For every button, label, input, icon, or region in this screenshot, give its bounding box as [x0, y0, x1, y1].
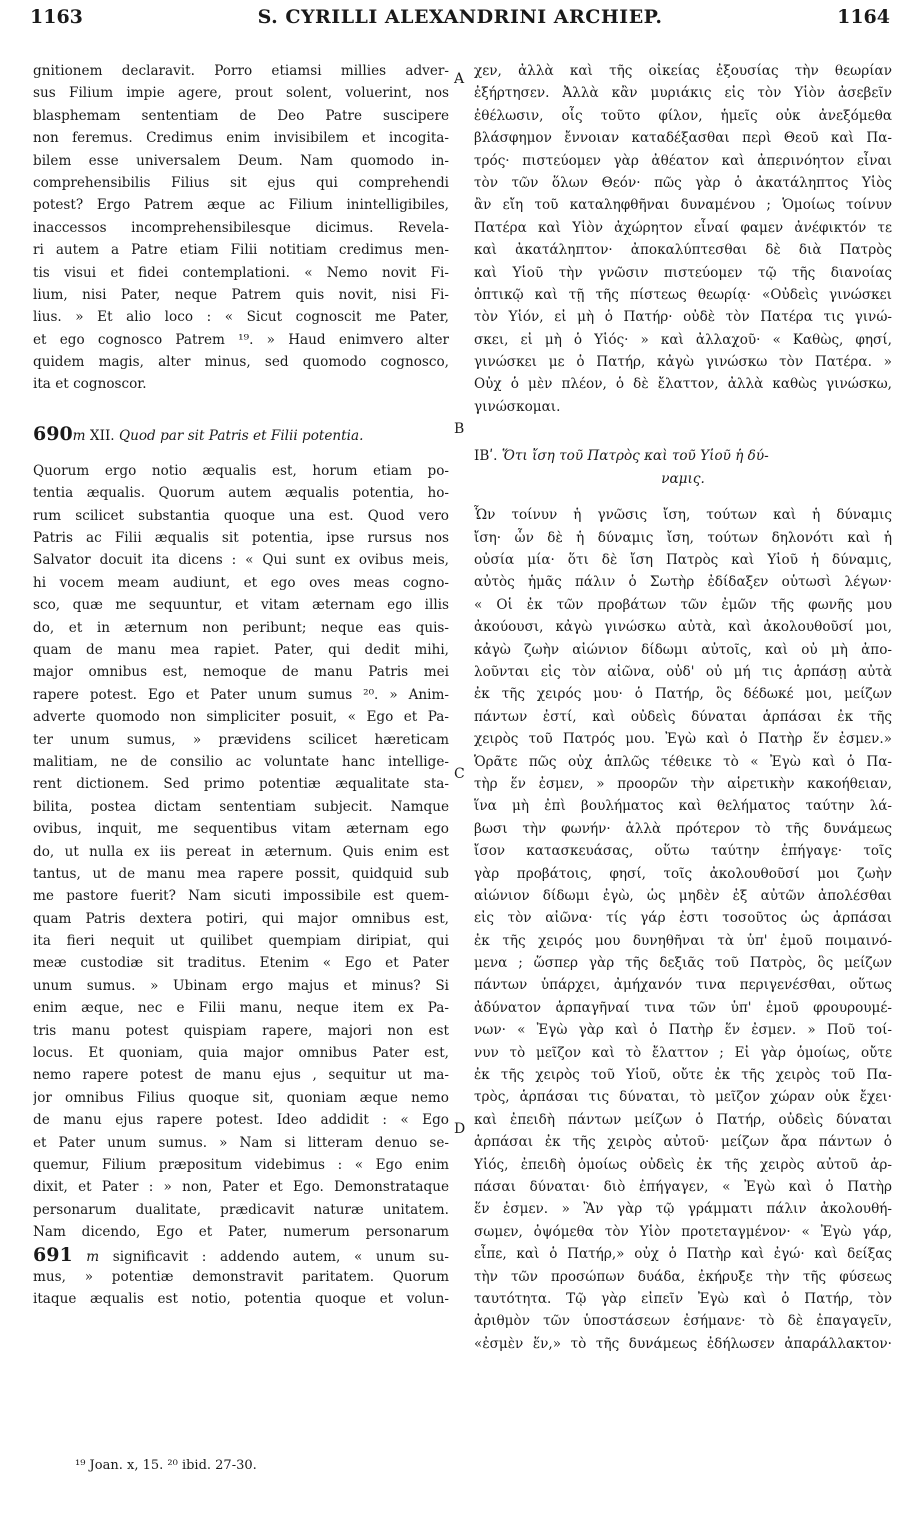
text-line: οὐσία μία· ὅτι δὲ ἴση Πατρὸς καὶ Υἱοῦ ἡ δύναμις, [474, 552, 892, 569]
latin-text: significavit : addendo autem, « unum su- [112, 1248, 449, 1265]
margin-letter-a: A [454, 71, 465, 87]
section-number: 690 [33, 422, 73, 445]
text-line: ἁρπάσαι ἐκ τῆς χειρὸς αὐτοῦ· μείζων ἄρα πάντων ὁ [474, 1134, 892, 1151]
text-line: Nam dicendo, Ego et Pater, numerum personarum [33, 1224, 449, 1241]
text-line: λοῦνται εἰς τὸν αἰῶνα, οὐδ' οὐ μή τις ἁρπάσῃ αὐτὰ [474, 663, 892, 680]
column-number-right: 1164 [837, 6, 890, 28]
text-line: major omnibus est, nemoque de manu Patris mei [33, 664, 449, 681]
text-line: κἀγὼ ζωὴν αἰώνιον δίδωμι αὐτοῖς, καὶ οὐ μὴ ἀπο- [474, 641, 892, 658]
text-line: quam de manu mea rapiet. Pater, qui dedit mihi, [33, 641, 449, 658]
latin-paragraph-2-tail [33, 1266, 449, 1311]
latin-paragraph-1 [33, 60, 449, 396]
text-line: ἐκ τῆς χειρός μου δυνηθῆναι τὰ ὑπ' ἐμοῦ ποιμαινό- [474, 932, 892, 949]
text-line: bilita, postea dictam sententiam subjecit. Namque [33, 798, 449, 815]
text-line: quam Patris dextera potiri, qui major omnibus est, [33, 910, 449, 927]
text-line: ἐθέλωσιν, οἷς τοῦτο φίλον, ἡμεῖς οὐκ ἀνεξόμεθα [474, 107, 892, 124]
text-line: sus Filium impie agere, prout solent, voluerint, nos [33, 85, 449, 102]
text-line: ἂν εἴη τοῦ καταληφθῆναι δυναμένου ; Ὁμοίως τοίνυν [474, 197, 892, 214]
greek-section-title-2: ναμις. [661, 471, 705, 488]
text-line: blasphemam sententiam de Deo Patre suscipere [33, 107, 449, 124]
text-line: et Pater unum sumus. » Nam si litteram denuo se- [33, 1134, 449, 1151]
text-line: ri autem a Patre etiam Filii notitiam credimus men- [33, 242, 449, 259]
text-line: nemo rapere potest de manu ejus , sequitur ut ma- [33, 1067, 449, 1084]
text-line: enim æque, nec e Filii manu, neque item ex Pa- [33, 1000, 449, 1017]
text-line: τὴρ ἕν ἐσμεν, » προορῶν τὴν αἱρετικὴν κακοήθειαν, [474, 775, 892, 792]
text-line: do, et in æternum non peribunt; neque eas quis- [33, 619, 449, 636]
text-line: νυν τὸ μεῖζον καὶ τὸ ἔλαττον ; Εἰ γὰρ ὁμοίως, οὔτε [474, 1044, 892, 1061]
text-line: πάσαι δύναται· διὸ ἐπήγαγεν, « Ἐγὼ καὶ ὁ Πατὴρ [474, 1178, 892, 1195]
text-line: ἀριθμὸν τῶν ὑποστάσεων ἐσήμανε· τὸ δὲ ἐπαγαγεῖν, [474, 1313, 892, 1330]
text-line: rum scilicet substantia quoque una est. Quod vero [33, 507, 449, 524]
text-line: πάντων ἐστί, καὶ οὐδεὶς δύναται ἁρπάσαι ἐκ τῆς [474, 708, 892, 725]
running-title: S. CYRILLI ALEXANDRINI ARCHIEP. [257, 6, 663, 28]
text-line: et ego cognosco Patrem ¹⁹. » Haud enimvero alter [33, 331, 449, 348]
text-line: ἴση· ὧν δὲ ἡ δύναμις ἴση, τούτων δηλονότι καὶ ἡ [474, 529, 892, 546]
text-line: «ἐσμὲν ἕν,» τὸ τῆς δυνάμεως ἐδήλωσεν ἀπαράλλακτον· [474, 1335, 892, 1352]
text-line: hi vocem meam audiunt, et ego oves meas cogno- [33, 574, 449, 591]
text-line: ovibus, inquit, me sequentibus vitam æternam ego [33, 821, 449, 838]
text-line: Quorum ergo notio æqualis est, horum etiam po- [33, 462, 449, 479]
text-line: dixit, et Pater : » non, Pater et Ego. Demonstrataque [33, 1179, 449, 1196]
column-number-left: 1163 [30, 6, 83, 28]
text-line: τρὸς, ἁρπάσαι τις δύναται, τὸ μεῖζον χώραν οὐκ ἔχει· [474, 1089, 892, 1106]
text-line: unum sumus. » Ubinam ergo majus et minus? Si [33, 977, 449, 994]
text-line: καὶ Υἱοῦ τὴν γνῶσιν πιστεύομεν τῷ τῆς διανοίας [474, 264, 892, 281]
column-marker-suffix: m [86, 1248, 100, 1265]
text-line: me pastore fuerit? Nam sicuti impossibile est quem- [33, 888, 449, 905]
greek-section-title-1: Ὅτι ἴση τοῦ Πατρὸς καὶ τοῦ Υἱοῦ ἡ δύ- [501, 448, 769, 465]
margin-letter-b: B [454, 421, 465, 437]
text-line: personarum dualitate, prædicavit naturæ unitatem. [33, 1201, 449, 1218]
text-line: Υἱός, ἐπειδὴ ὁμοίως οὐδεὶς ἐκ τῆς χειρὸς αὐτοῦ ἁρ- [474, 1156, 892, 1173]
text-line: Ὧν τοίνυν ἡ γνῶσις ἴση, τούτων καὶ ἡ δύναμις [474, 507, 892, 524]
text-line: σωμεν, ὀψόμεθα τὸν Υἱὸν προτεταγμένον· « Ἐγὼ γάρ, [474, 1223, 892, 1240]
text-line: quemur, Filium præpositum videbimus : « Ego enim [33, 1156, 449, 1173]
text-line: σκει, εἰ μὴ ὁ Υἱός· » καὶ ἀλλαχοῦ· « Καθὼς, φησί, [474, 331, 892, 348]
text-line: ἀκούουσι, κἀγὼ γινώσκω αὐτὰ, καὶ ἀκολουθοῦσί μοι, [474, 619, 892, 636]
greek-section-roman: ΙΒʹ. [474, 448, 498, 465]
section-roman: XII. [89, 427, 115, 444]
margin-letter-d: D [454, 1121, 466, 1137]
text-line: καὶ ἐπειδὴ πάντων μείζων ὁ Πατήρ, οὐδεὶς δύναται [474, 1111, 892, 1128]
text-line: jor omnibus Filius quoque sit, quoniam æque nemo [33, 1089, 449, 1106]
text-line: μενα ; ὥσπερ γὰρ τῆς δεξιᾶς τοῦ Πατρὸς, ὃς μείζων [474, 955, 892, 972]
latin-paragraph-2 [33, 460, 449, 1244]
page-header [30, 6, 890, 46]
text-line: rapere potest. Ego et Pater unum sumus ²⁰. » Anim- [33, 686, 449, 703]
text-line: καὶ ἀκατάληπτον· ἀποκαλύπτεσθαι δὲ διὰ Πατρὸς [474, 242, 892, 259]
text-line: malitiam, ne de consilio ac voluntate hanc intellige- [33, 753, 449, 770]
text-line: χειρὸς τοῦ Πατρός μου. Ἐγὼ καὶ ὁ Πατὴρ ἕν ἐσμεν.» [474, 731, 892, 748]
text-line: ita et cognoscor. [33, 376, 147, 393]
text-line: rent dictionem. Sed primo potentiæ æqualitate sta- [33, 776, 449, 793]
text-line: εἶπε, καὶ ὁ Πατήρ,» οὐχ ὁ Πατὴρ καὶ ἐγώ· καὶ δείξας [474, 1246, 892, 1263]
text-line: ἕν ἐσμεν. » Ἂν γὰρ τῷ γράμματι πάλιν ἀκολουθή- [474, 1201, 892, 1218]
text-line: gnitionem declaravit. Porro etiamsi millies adver- [33, 63, 449, 79]
text-line: bilem esse universalem Deum. Nam quomodo in- [33, 152, 449, 169]
text-line: mus, » potentiæ demonstravit paritatem. Quorum [33, 1268, 449, 1285]
greek-section-heading [474, 444, 892, 468]
text-line: do, ut nulla ex iis pereat in æternum. Quis enim est [33, 843, 449, 860]
text-line: Ὁρᾶτε πῶς οὐχ ἁπλῶς τέθεικε τὸ « Ἐγὼ καὶ ὁ Πα- [474, 753, 892, 770]
text-line: comprehensibilis Filius sit ejus qui comprehendi [33, 174, 449, 191]
text-line: meæ custodiæ sit traditus. Etenim « Ego et Pater [33, 955, 449, 972]
text-line: ἐκ τῆς χειρὸς τοῦ Υἱοῦ, οὔτε ἐκ τῆς χειρὸς τοῦ Πα- [474, 1067, 892, 1084]
text-line: tantus, ut de manu mea rapere possit, quidquid sub [33, 865, 449, 882]
text-line: tris manu potest quispiam rapere, majori non est [33, 1022, 449, 1039]
text-line: χεν, ἀλλὰ καὶ τῆς οἰκείας ἐξουσίας τὴν θεωρίαν [474, 63, 892, 79]
margin-letter-c: C [454, 766, 465, 782]
greek-column [474, 60, 892, 1355]
text-line: ἐκ τῆς χειρός μου· ὁ Πατήρ, ὃς δέδωκέ μοι, μείζων [474, 686, 892, 703]
text-line: de manu ejus rapere potest. Ideo addidit : « Ego [33, 1112, 449, 1129]
text-line: ἐξήρτησεν. Ἀλλὰ κἂν μυριάκις εἰς τὸν Υἱὸν ἀσεβεῖν [474, 85, 892, 102]
text-line: βλάσφημον ἔννοιαν καταδέξασθαι περὶ Θεοῦ καὶ Πα- [474, 130, 892, 147]
text-line: γινώσκει με ὁ Πατήρ, κἀγὼ γινώσκω τὸν Πατέρα. » [474, 354, 892, 371]
text-line: τρός· πιστεύομεν γὰρ ἀθέατον καὶ ἀπερινόητον εἶναι [474, 152, 892, 169]
text-line: itaque æqualis est notio, potentia quoque et volun- [33, 1291, 449, 1308]
text-line: quidem magis, alter minus, sed quomodo cognosco, [33, 354, 449, 371]
latin-line-691 [33, 1244, 449, 1266]
text-line: Salvator docuit ita dicens : « Qui sunt ex ovibus meis, [33, 552, 449, 569]
text-line: non feremus. Credimus enim invisibilem et incogita- [33, 130, 449, 147]
text-line: tis visui et fidei contemplationi. « Nemo novit Fi- [33, 264, 449, 281]
text-line: potest? Ergo Patrem æque ac Filium inintelligibiles, [33, 197, 449, 214]
text-line: Πατέρα καὶ Υἱὸν ἀχώρητον εἶναί φαμεν ἀνέφικτόν τε [474, 219, 892, 236]
text-line: tentia æqualis. Quorum autem æqualis potentia, ho- [33, 485, 449, 502]
text-line: ita fieri nequit ut quilibet quempiam diripiat, qui [33, 933, 449, 950]
text-line: sco, quæ me sequuntur, et vitam æternam ego illis [33, 597, 449, 614]
section-number-suffix: m [72, 427, 86, 444]
text-line: ἀδύνατον ἁρπαγῆναί τινα τῶν ὑπ' ἐμοῦ φρουρουμέ- [474, 999, 892, 1016]
text-line: τὴν τῶν προσώπων δυάδα, ἐκήρυξε τὴν τῆς φύσεως [474, 1268, 892, 1285]
text-line: inaccessos incomprehensibilesque dicimus. Revela- [33, 219, 449, 236]
text-line: locus. Et quoniam, quia major omnibus Pater est, [33, 1045, 449, 1062]
text-line: ter unum sumus, » prævidens scilicet hæreticam [33, 731, 449, 748]
text-line: εἰς τὸν αἰῶνα· τίς γάρ ἐστι τοσοῦτος ὡς ἁρπάσαι [474, 910, 892, 927]
text-line: νων· « Ἐγὼ γὰρ καὶ ὁ Πατὴρ ἕν ἐσμεν. » Ποῦ τοί- [474, 1022, 892, 1039]
latin-column [33, 60, 449, 1311]
footnotes: ¹⁹ Joan. x, 15. ²⁰ ibid. 27-30. [75, 1458, 257, 1473]
column-marker-691: 691 [33, 1243, 73, 1266]
latin-section-heading [33, 422, 449, 446]
text-line: « Οἱ ἐκ τῶν προβάτων τῶν ἐμῶν τῆς φωνῆς μου [474, 596, 892, 613]
text-line: Οὐχ ὁ μὲν πλέον, ὁ δὲ ἔλαττον, ἀλλὰ καθὼς γινώσκω, [474, 376, 892, 393]
text-line: γινώσκομαι. [474, 398, 561, 415]
text-line: τὸν Υἱόν, εἰ μὴ ὁ Πατήρ· οὐδὲ τὸν Πατέρα τις γινώ- [474, 309, 892, 326]
greek-paragraph-1 [474, 60, 892, 418]
text-line: ἴσον κατασκευάσας, οὕτω ταύτην ἐπήγαγε· τοῖς [474, 843, 892, 860]
text-line: αἰώνιον δίδωμι ἐγὼ, ὡς μηδὲν ἐξ αὐτῶν ἀπολέσθαι [474, 887, 892, 904]
text-line: πάντων ὑπάρχει, ἀμήχανόν τινα περιγενέσθαι, οὕτως [474, 977, 892, 994]
text-line: τὸν τῶν ὅλων Θεόν· πῶς γὰρ ὁ ἀκατάληπτος Υἱὸς [474, 174, 892, 191]
text-line: αὐτὸς ἡμᾶς πάλιν ὁ Σωτὴρ ἐδίδαξεν οὑτωσὶ λέγων· [474, 574, 892, 591]
text-line: adverte quomodo non simpliciter posuit, « Ego et Pa- [33, 709, 449, 726]
text-line: γὰρ προβάτοις, φησί, τοῖς ἀκολουθοῦσί μοι ζωὴν [474, 865, 892, 882]
text-line: ὀπτικῷ καὶ τῇ τῆς πίστεως θεωρίᾳ· «Οὐδεὶς γινώσκει [474, 286, 892, 303]
text-line: βωσι τὴν φωνήν· ἀλλὰ πρότερον τὸ τῆς δυνάμεως [474, 820, 892, 837]
greek-paragraph-2 [474, 504, 892, 1355]
text-line: lius. » Et alio loco : « Sicut cognoscit me Pater, [33, 309, 449, 326]
section-title: Quod par sit Patris et Filii potentia. [118, 427, 364, 444]
text-line: ἵνα μὴ ἐπὶ βουλήματος καὶ θελήματος ταύτην λά- [474, 798, 892, 815]
text-line: ταυτότητα. Τῷ γὰρ εἰπεῖν Ἐγὼ καὶ ὁ Πατήρ, τὸν [474, 1290, 892, 1307]
text-line: lium, nisi Pater, neque Patrem quis novit, nisi Fi- [33, 286, 449, 303]
text-line: Patris ac Filii æqualis sit potentia, ipse rursus nos [33, 530, 449, 547]
